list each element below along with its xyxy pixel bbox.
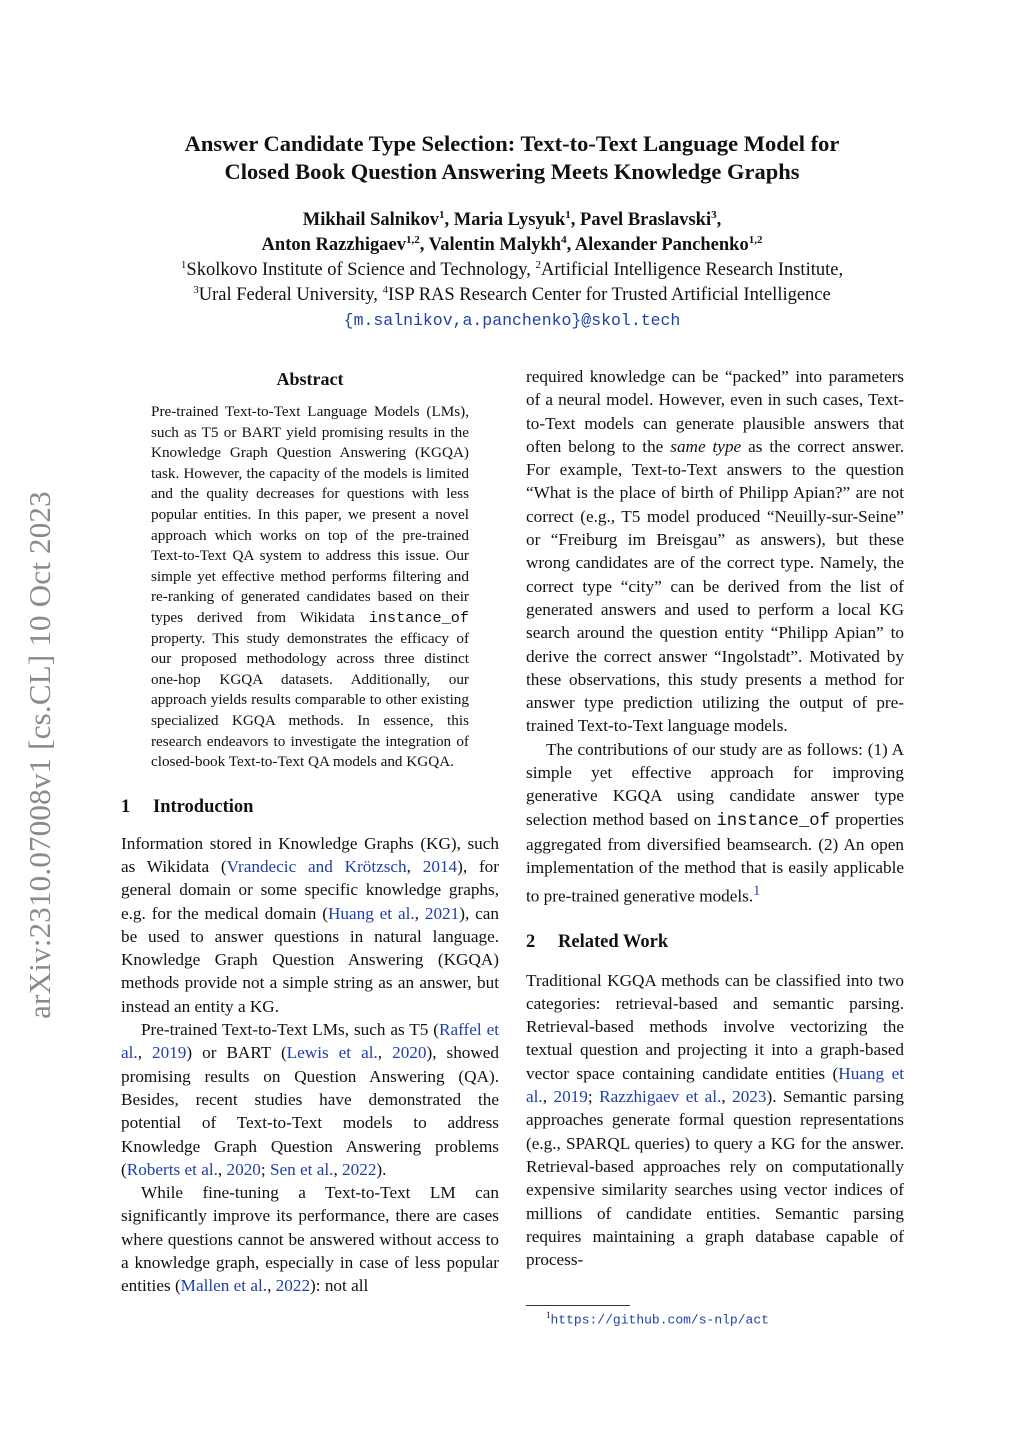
author-name: Pavel Braslavski (580, 210, 712, 230)
footnote-marker[interactable]: 1 (753, 882, 761, 899)
text: , (333, 1159, 343, 1179)
citation-link[interactable] (227, 857, 407, 876)
author-sup: 4 (561, 233, 567, 246)
citation-year-link[interactable]: 2014 (422, 856, 458, 876)
affiliation: Skolkovo Institute of Science and Technology, (186, 260, 531, 280)
section-title: Introduction (153, 796, 254, 817)
related-paragraph-1 (526, 969, 904, 1272)
aff-sup: 1 (180, 258, 187, 271)
intro-paragraph-2 (121, 1018, 499, 1181)
author-sup: 1,2 (748, 233, 763, 246)
abstract-heading: Abstract (276, 369, 344, 389)
abstract-text-1: Pre-trained Text-to-Text Language Models (LMs), such as T5 or BART yield promising results in the Knowledge Graph Question Answering (KGQA) task. However, the capacity of the models is limited and the quality decreases for questions with less popular entities. In this paper, we present a novel approach which works on top of the pre-trained Text-to-Text QA system to address this issue. Our simple yet effective method performs filtering and re-ranking of generated candidates based on their types derived from Wikidata (151, 403, 469, 626)
citation-year-link[interactable]: 2019 (553, 1087, 588, 1107)
aff-sup: 2 (535, 258, 542, 271)
aff-sup: 3 (193, 283, 199, 296)
text: required knowledge can be “packed” into parameters of a neural model. However, even in such cases, Text-to-Text models can generate plausible answers that often belong to the (526, 367, 904, 456)
text: Information stored in Knowledge Graphs (KG), such as Wikidata ( (121, 833, 499, 876)
author-email[interactable]: {m.salnikov,a.panchenko}@skol.tech (343, 311, 681, 330)
right-paragraph-1 (526, 365, 904, 738)
intro-paragraph-3 (121, 1181, 499, 1297)
text: ), can be used to answer questions in natural language. Knowledge Graph Question Answering (KGQA) methods provide not a simple string as an answer, but instead an entity a KG. (121, 903, 499, 1016)
cite-text: Vrandecic and Krötzsch (226, 856, 407, 876)
abstract (121, 402, 499, 773)
text: properties aggregated from diversified beamsearch. (2) An open implementation of the method that is easily applicable to pre-trained generative models. (526, 809, 904, 906)
citation-year-link[interactable]: 2022 (275, 1276, 311, 1296)
citation-year-link[interactable]: 2020 (226, 1159, 261, 1179)
citation-link[interactable]: Roberts et al. (126, 1159, 218, 1179)
author-name: Mikhail Salnikov (302, 210, 439, 230)
text: The contributions of our study are as follows: (1) A simple yet effective approach for improving generative KGQA using candidate answer type selection method based on (526, 739, 904, 829)
affiliation-line-1 (112, 258, 912, 283)
title-line-2: Closed Book Question Answering Meets Knowledge Graphs (224, 159, 800, 184)
section-heading-related-work (526, 932, 904, 953)
citation-year-link[interactable]: 2022 (342, 1159, 377, 1179)
text: ; (260, 1159, 270, 1179)
section-heading-introduction (121, 797, 499, 818)
affiliation-line-2 (112, 283, 912, 308)
text: , (217, 1159, 227, 1179)
footnote-rule (526, 1305, 630, 1306)
author-block (112, 208, 912, 333)
footnote-number: 1 (546, 1310, 551, 1320)
text: , (721, 1087, 733, 1107)
section-number: 1 (121, 796, 131, 817)
citation-link[interactable]: Sen et al. (269, 1159, 334, 1179)
citation-link[interactable]: Lewis et al. (286, 1043, 378, 1063)
author-sup: 1,2 (405, 233, 420, 246)
text: Pre-trained Text-to-Text LMs, such as T5 ( (141, 1020, 440, 1040)
contributions-paragraph (526, 738, 904, 908)
citation-link[interactable]: Raffel et al. (121, 1020, 499, 1063)
title-line-1: Answer Candidate Type Selection: Text-to-Text Language Model for (184, 131, 840, 156)
aff-sup: 4 (382, 283, 389, 296)
author-name: Maria Lysyuk (453, 210, 566, 230)
arxiv-sidebar (10, 445, 70, 1065)
author-name: Alexander Panchenko (574, 235, 749, 255)
left-column (121, 365, 499, 1298)
right-column (526, 365, 904, 1271)
author-name: Valentin Malykh (428, 235, 562, 255)
citation-year-link[interactable]: 2020 (392, 1043, 427, 1063)
section-number: 2 (526, 931, 536, 952)
abstract-text (151, 402, 469, 773)
code-inline: instance_of (716, 811, 830, 831)
affiliation: Artificial Intelligence Research Institute, (541, 260, 844, 280)
author-sup: 3 (711, 208, 717, 221)
code-inline: instance_of (368, 608, 470, 627)
citation-link[interactable]: Huang et al. (526, 1063, 905, 1107)
affiliation: Ural Federal University, (198, 285, 378, 305)
author-sup: 1 (439, 208, 445, 221)
abstract-text-2: property. This study demonstrates the efficacy of our proposed methodology across three distinct one-hop KGQA datasets. Additionally, our approach yields results comparable to other existing specialized KGQA methods. In essence, this research endeavors to investigate the integration of closed-book Text-to-Text QA models and KGQA. (151, 629, 469, 771)
text: ), for general domain or some specific knowledge graphs, e.g. for the medical domain ( (121, 856, 499, 923)
text: , (137, 1043, 153, 1063)
citation-link[interactable]: Razzhigaev et al. (599, 1087, 722, 1107)
text: ): not all (310, 1276, 369, 1296)
text: , (414, 903, 425, 923)
citation-link[interactable]: Mallen et al. (180, 1276, 268, 1296)
text: Traditional KGQA methods can be classified into two categories: retrieval-based and semantic parsing. Retrieval-based methods involve vectorizing the textual question and projecting it into a graph-based vector space containing candidate entities ( (526, 970, 904, 1083)
text: ). (376, 1159, 387, 1179)
text: ). Semantic parsing approaches generate formal question representations (e.g., SPARQL queries) to query a KG for the answer. Retrieval-based approaches rely on computationally expensive similarity searches using vector indices of millions of candidate entities. Semantic parsing requires maintaining a graph database capable of process- (526, 1087, 905, 1270)
footnote-url-link[interactable]: https://github.com/s-nlp/act (550, 1312, 769, 1328)
emphasis: same type (670, 436, 742, 456)
text: , (406, 856, 423, 876)
citation-year-link[interactable]: 2019 (152, 1043, 187, 1063)
text: , (377, 1043, 393, 1063)
intro-paragraph-1 (121, 832, 499, 1018)
text: ) or BART ( (186, 1043, 287, 1063)
citation-year-link[interactable]: 2023 (732, 1087, 767, 1107)
author-name: Anton Razzhigaev (261, 235, 406, 255)
paper-title (112, 130, 912, 186)
footnote (546, 1310, 769, 1327)
section-title: Related Work (558, 931, 669, 952)
author-line-2: Anton Razzhigaev$^{1,2}$, Valentin Malykh$^4$, Alexander Panchenko$^{1,2}$ (261, 233, 763, 255)
text: ), showed promising results on Question Answering (QA). Besides, recent studies have demonstrated the potential of Text-to-Text models to address Knowledge Graph Question Answering problems ( (121, 1043, 500, 1179)
text: , (542, 1087, 554, 1107)
text: ; (587, 1087, 600, 1107)
citation-year-link[interactable]: 2021 (424, 903, 460, 923)
author-line-1: Mikhail Salnikov$^1$, Maria Lysyuk$^1$, Pavel Braslavski$^3$, (302, 208, 722, 230)
citation-link[interactable]: Huang et al. (327, 903, 415, 923)
arxiv-identifier: arXiv:2310.07008v1 [cs.CL] 10 Oct 2023 (22, 491, 58, 1019)
text: While fine-tuning a Text-to-Text LM can significantly improve its performance, there are cases where questions cannot be answered without access to a knowledge graph, especially in case of less popular entities ( (121, 1183, 499, 1296)
text: as the correct answer. For example, Text-to-Text answers to the question “What is the place of birth of Philipp Apian?” are not correct (e.g., T5 model produced “Neuilly-sur-Seine” or “Freiburg im Breisgau” as answers), but these wrong candidates are of the correct type. Namely, the correct type “city” can be derived from the list of generated answers and used to perform a local KG search around the question entity “Philipp Apian” to derive the correct answer “Ingolstadt”. Motivated by these observations, this study presents a method for answer type prediction utilizing the output of pre-trained Text-to-Text language models. (526, 436, 905, 736)
text: , (267, 1276, 276, 1296)
affiliation: ISP RAS Research Center for Trusted Artificial Intelligence (388, 285, 831, 305)
author-sup: 1 (565, 208, 571, 221)
